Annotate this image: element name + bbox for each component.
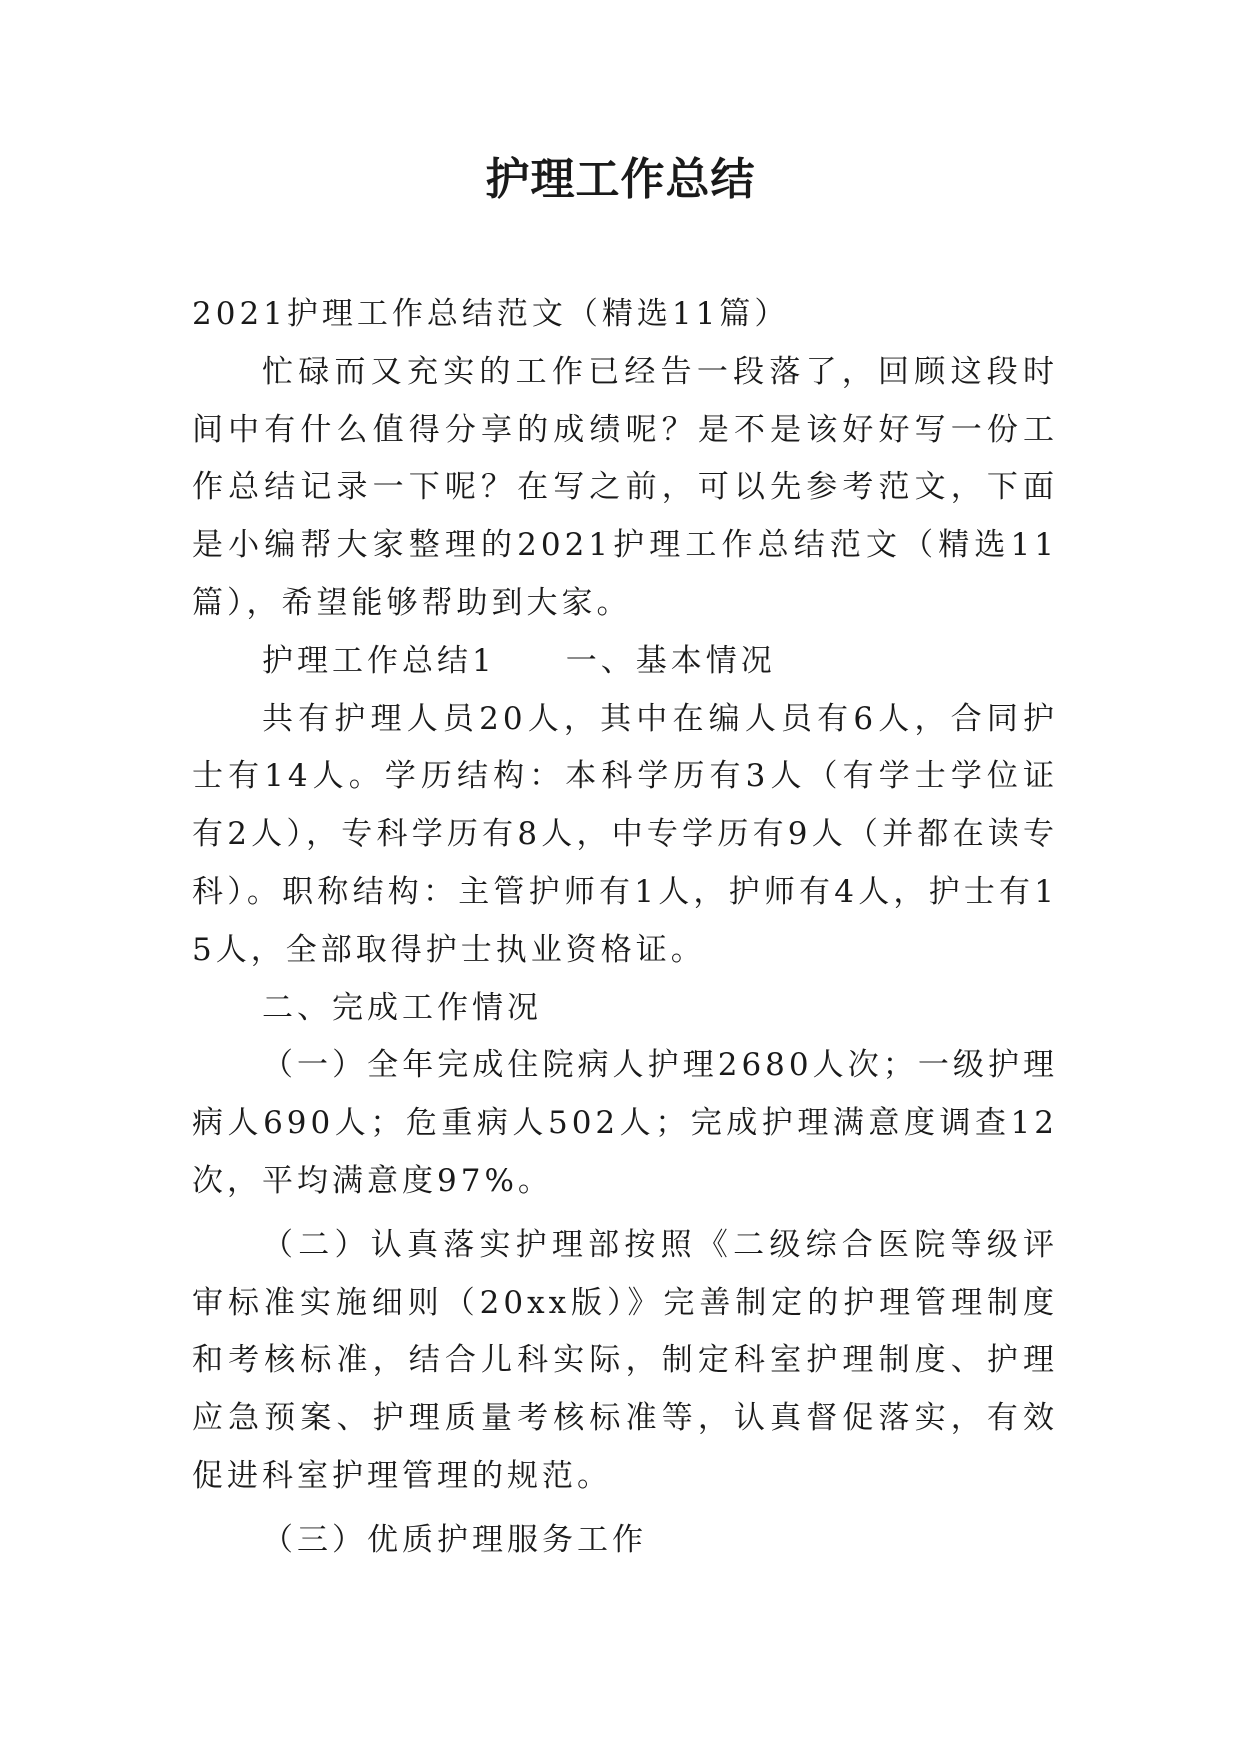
section-heading-work-completed: 二、完成工作情况 bbox=[262, 989, 542, 1026]
paragraph-intro: 忙碌而又充实的工作已经告一段落了，回顾这段时间中有什么值得分享的成绩呢？是不是该好好写一份工作总结记录一下呢？在写之前，可以先参考范文，下面是小编帮大家整理的2021护理工作总结范文（精选11篇），希望能够帮助到大家。 bbox=[192, 353, 1058, 621]
document-title: 护理工作总结 bbox=[485, 154, 756, 205]
document-subtitle: 2021护理工作总结范文（精选11篇） bbox=[192, 296, 790, 332]
paragraph-item-3: （三）优质护理服务工作 bbox=[262, 1521, 647, 1558]
paragraph-item-2: （二）认真落实护理部按照《二级综合医院等级评审标准实施细则（20xx版）》完善制定的护理管理制度和考核标准，结合儿科实际，制定科室护理制度、护理应急预案、护理质量考核标准等，认真督促落实，有效促进科室护理管理的规范。 bbox=[192, 1226, 1058, 1494]
paragraph-staffing: 共有护理人员20人，其中在编人员有6人，合同护士有14人。学历结构：本科学历有3人（有学士学位证有2人），专科学历有8人，中专学历有9人（并都在读专科）。职称结构：主管护师有1人，护师有4人，护士有15人，全部取得护士执业资格证。 bbox=[192, 700, 1058, 968]
document-body bbox=[192, 286, 1058, 1570]
section-heading-summary-1: 护理工作总结1 一、基本情况 bbox=[262, 642, 776, 679]
paragraph-item-1: （一）全年完成住院病人护理2680人次；一级护理病人690人；危重病人502人；完成护理满意度调查12次，平均满意度97%。 bbox=[192, 1047, 1058, 1199]
